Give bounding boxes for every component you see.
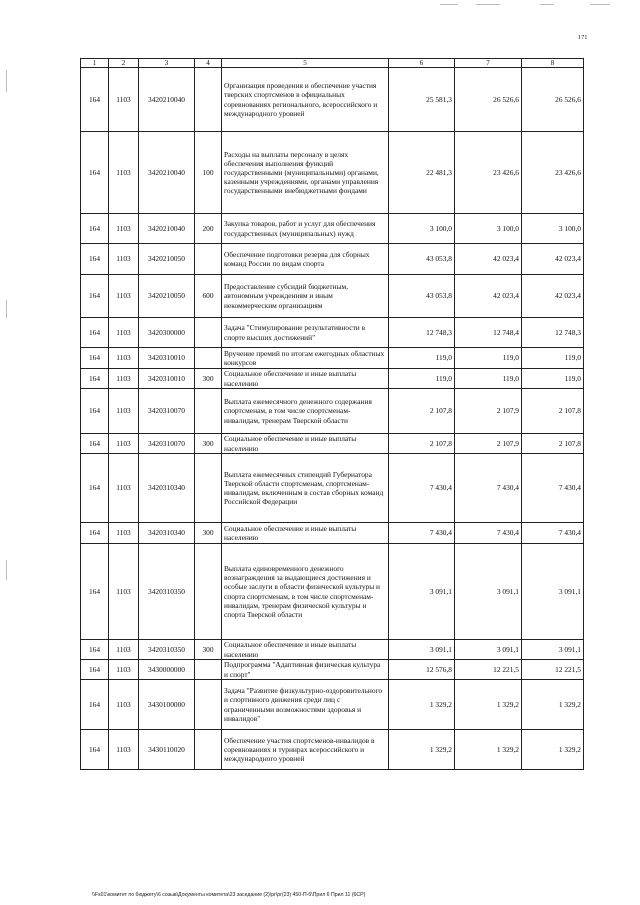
cell-expense-type [195,68,222,132]
cell-amount-year-3: 1 329,2 [522,730,584,770]
cell-target-code: 3430100000 [139,680,195,730]
cell-amount-year-3: 42 023,4 [522,275,584,318]
cell-ministry: 164 [81,730,109,770]
table-row [81,434,584,454]
cell-description: Выплата единовременного денежного вознаграждения за выдающиеся достижения и особые заслуги в области физической культуры и спорта спортсменам, в том числе спортсменам-инвалидам, тренерам физической культуры и спорта Тверской области [222,544,389,640]
table-row [81,523,584,544]
cell-section: 1103 [109,318,139,348]
cell-target-code: 3430110020 [139,730,195,770]
cell-amount-year-3: 12 221,5 [522,660,584,680]
cell-amount-year-1: 3 100,0 [389,214,455,244]
table-row [81,730,584,770]
cell-amount-year-1: 1 329,2 [389,680,455,730]
cell-amount-year-3: 7 430,4 [522,454,584,523]
cell-target-code: 3420310070 [139,434,195,454]
table-row [81,389,584,434]
cell-amount-year-2: 3 091,1 [455,544,522,640]
table-row [81,275,584,318]
cell-description: Социальное обеспечение и иные выплаты населению [222,369,389,389]
cell-expense-type: 300 [195,369,222,389]
cell-expense-type [195,348,222,369]
cell-amount-year-3: 1 329,2 [522,680,584,730]
cell-description: Расходы на выплаты персоналу в целях обеспечения выполнения функций государственными (муниципальными) органами, казенными учреждениями, органами управления государственными внебюджетными фондами [222,132,389,214]
cell-ministry: 164 [81,348,109,369]
scan-mark [6,560,7,580]
cell-amount-year-2: 7 430,4 [455,454,522,523]
table-row [81,68,584,132]
cell-ministry: 164 [81,660,109,680]
cell-amount-year-2: 26 526,6 [455,68,522,132]
column-header: 8 [522,59,584,68]
cell-expense-type [195,730,222,770]
cell-ministry: 164 [81,68,109,132]
cell-ministry: 164 [81,132,109,214]
cell-amount-year-1: 7 430,4 [389,454,455,523]
cell-expense-type: 300 [195,523,222,544]
cell-amount-year-2: 42 023,4 [455,244,522,275]
cell-description: Обеспечение участия спортсменов-инвалидов в соревнованиях и турнирах всероссийского и международного уровней [222,730,389,770]
column-header: 7 [455,59,522,68]
cell-target-code: 3420310340 [139,454,195,523]
cell-target-code: 3420310350 [139,640,195,660]
table-row [81,348,584,369]
table-header-row [81,59,584,68]
cell-amount-year-1: 2 107,8 [389,389,455,434]
cell-amount-year-1: 25 581,3 [389,68,455,132]
table-row [81,454,584,523]
cell-ministry: 164 [81,544,109,640]
cell-expense-type: 300 [195,434,222,454]
scan-mark [440,4,458,5]
cell-ministry: 164 [81,318,109,348]
cell-description: Задача "Стимулирование результативности в спорте высших достижений" [222,318,389,348]
cell-section: 1103 [109,544,139,640]
cell-amount-year-2: 7 430,4 [455,523,522,544]
cell-target-code: 3420310350 [139,544,195,640]
cell-ministry: 164 [81,434,109,454]
cell-description: Закупка товаров, работ и услуг для обеспечения государственных (муниципальных) нужд [222,214,389,244]
cell-ministry: 164 [81,454,109,523]
cell-amount-year-2: 1 329,2 [455,680,522,730]
table-row [81,132,584,214]
page-number: 171 [578,35,588,41]
table-row [81,318,584,348]
cell-amount-year-3: 12 748,3 [522,318,584,348]
table-row [81,660,584,680]
cell-section: 1103 [109,640,139,660]
budget-table [80,58,584,770]
cell-target-code: 3420300000 [139,318,195,348]
cell-amount-year-1: 7 430,4 [389,523,455,544]
cell-expense-type: 600 [195,275,222,318]
cell-amount-year-2: 119,0 [455,369,522,389]
cell-section: 1103 [109,680,139,730]
cell-target-code: 3430000000 [139,660,195,680]
cell-amount-year-3: 119,0 [522,369,584,389]
cell-amount-year-3: 3 100,0 [522,214,584,244]
cell-target-code: 3420210050 [139,275,195,318]
cell-amount-year-2: 2 107,9 [455,434,522,454]
cell-amount-year-1: 22 481,3 [389,132,455,214]
cell-amount-year-2: 2 107,9 [455,389,522,434]
cell-target-code: 3420310010 [139,369,195,389]
cell-amount-year-3: 23 426,6 [522,132,584,214]
cell-amount-year-3: 42 023,4 [522,244,584,275]
cell-description: Социальное обеспечение и иные выплаты населению [222,434,389,454]
cell-ministry: 164 [81,389,109,434]
cell-expense-type [195,544,222,640]
cell-expense-type [195,454,222,523]
cell-amount-year-1: 12 576,8 [389,660,455,680]
cell-section: 1103 [109,132,139,214]
cell-amount-year-1: 43 053,8 [389,244,455,275]
column-header: 6 [389,59,455,68]
cell-amount-year-3: 26 526,6 [522,68,584,132]
cell-amount-year-1: 2 107,8 [389,434,455,454]
cell-amount-year-2: 42 023,4 [455,275,522,318]
cell-section: 1103 [109,214,139,244]
cell-ministry: 164 [81,214,109,244]
cell-target-code: 3420210040 [139,214,195,244]
cell-amount-year-3: 2 107,8 [522,389,584,434]
cell-amount-year-1: 119,0 [389,369,455,389]
cell-amount-year-3: 3 091,1 [522,544,584,640]
cell-amount-year-3: 119,0 [522,348,584,369]
cell-amount-year-1: 1 329,2 [389,730,455,770]
cell-amount-year-3: 7 430,4 [522,523,584,544]
column-header: 4 [195,59,222,68]
cell-amount-year-1: 43 053,8 [389,275,455,318]
cell-expense-type: 200 [195,214,222,244]
cell-amount-year-2: 3 100,0 [455,214,522,244]
column-header: 1 [81,59,109,68]
cell-amount-year-1: 12 748,3 [389,318,455,348]
cell-expense-type [195,660,222,680]
cell-amount-year-3: 3 091,1 [522,640,584,660]
table-row [81,680,584,730]
cell-amount-year-3: 2 107,8 [522,434,584,454]
column-header: 5 [222,59,389,68]
cell-ministry: 164 [81,523,109,544]
cell-section: 1103 [109,523,139,544]
cell-section: 1103 [109,660,139,680]
cell-section: 1103 [109,348,139,369]
cell-description: Подпрограмма "Адаптивная физическая культура и спорт" [222,660,389,680]
cell-expense-type [195,244,222,275]
cell-ministry: 164 [81,244,109,275]
scan-mark [6,300,7,318]
column-header: 3 [139,59,195,68]
cell-description: Выплата ежемесячного денежного содержания спортсменам, в том числе спортсменам-инвалидам, тренерам Тверской области [222,389,389,434]
cell-section: 1103 [109,434,139,454]
cell-description: Предоставление субсидий бюджетным, автономным учреждениям и иным некоммерческим организациям [222,275,389,318]
table-row [81,544,584,640]
cell-target-code: 3420210040 [139,68,195,132]
cell-ministry: 164 [81,369,109,389]
cell-amount-year-2: 23 426,6 [455,132,522,214]
cell-amount-year-2: 119,0 [455,348,522,369]
table-row [81,369,584,389]
cell-target-code: 3420310340 [139,523,195,544]
cell-section: 1103 [109,730,139,770]
cell-section: 1103 [109,369,139,389]
table-row [81,244,584,275]
cell-ministry: 164 [81,640,109,660]
cell-description: Социальное обеспечение и иные выплаты населению [222,640,389,660]
cell-section: 1103 [109,244,139,275]
scan-mark [476,4,500,5]
cell-section: 1103 [109,389,139,434]
table-row [81,640,584,660]
cell-amount-year-2: 12 221,5 [455,660,522,680]
cell-ministry: 164 [81,275,109,318]
cell-section: 1103 [109,454,139,523]
cell-description: Обеспечение подготовки резерва для сборных команд России по видам спорта [222,244,389,275]
scan-mark [590,4,610,5]
cell-expense-type: 100 [195,132,222,214]
footer-file-path: \\Fs01\комитет по бюджету\6 созыв\Документы комитета\23 заседание (2)\pr\pr(23) 450-П-6\Прил 6 Прил 11 (6СР) [92,892,366,898]
cell-amount-year-2: 12 748,4 [455,318,522,348]
cell-expense-type: 300 [195,640,222,660]
column-header: 2 [109,59,139,68]
cell-description: Вручение премий по итогам ежегодных областных конкурсов [222,348,389,369]
scan-mark [6,70,7,92]
cell-amount-year-1: 3 091,1 [389,640,455,660]
cell-target-code: 3420210050 [139,244,195,275]
cell-expense-type [195,680,222,730]
cell-description: Выплата ежемесячных стипендий Губернатора Тверской области спортсменам, спортсменам-инвалидам, включенным в состав сборных команд Российской Федерации [222,454,389,523]
cell-amount-year-1: 119,0 [389,348,455,369]
table-row [81,214,584,244]
cell-description: Организация проведения и обеспечение участия тверских спортсменов в официальных соревнованиях регионального, всероссийского и международного уровней [222,68,389,132]
cell-description: Социальное обеспечение и иные выплаты населению [222,523,389,544]
cell-expense-type [195,389,222,434]
cell-amount-year-1: 3 091,1 [389,544,455,640]
cell-target-code: 3420310010 [139,348,195,369]
cell-expense-type [195,318,222,348]
cell-section: 1103 [109,68,139,132]
scan-mark [540,4,554,5]
cell-amount-year-2: 1 329,2 [455,730,522,770]
cell-description: Задача "Развитие физкультурно-оздоровительного и спортивного движения среди лиц с ограниченными возможностями здоровья и инвалидов" [222,680,389,730]
cell-amount-year-2: 3 091,1 [455,640,522,660]
cell-ministry: 164 [81,680,109,730]
cell-section: 1103 [109,275,139,318]
cell-target-code: 3420310070 [139,389,195,434]
cell-target-code: 3420210040 [139,132,195,214]
